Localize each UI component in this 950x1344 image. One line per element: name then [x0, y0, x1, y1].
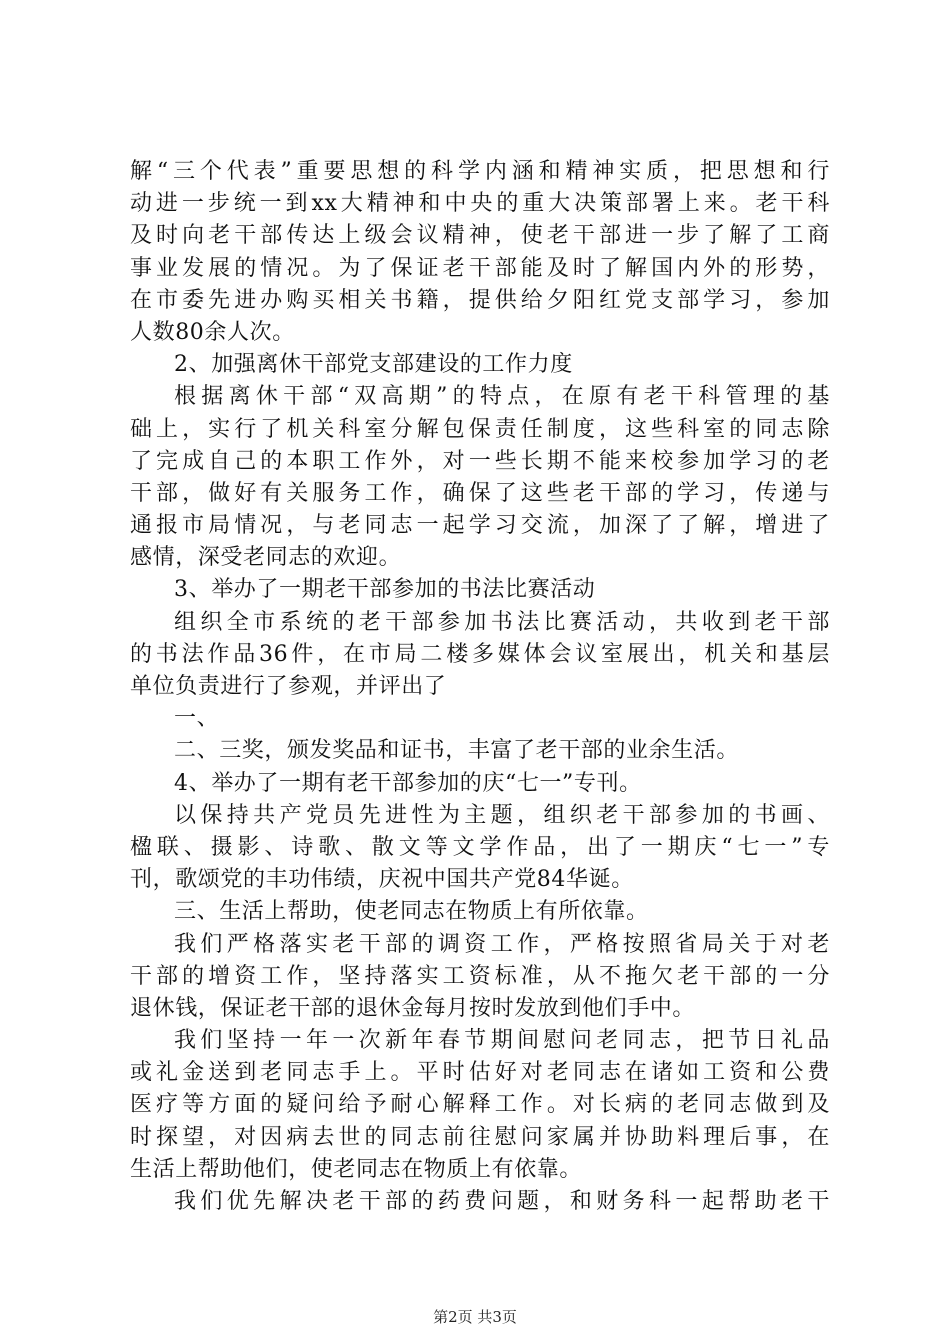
- paragraph-line: 的书法作品36件，在市局二楼多媒体会议室展出，机关和基层: [130, 641, 830, 667]
- paragraph-line: 退休钱，保证老干部的退休金每月按时发放到他们手中。: [130, 995, 696, 1021]
- paragraph-line: 单位负责进行了参观，并评出了: [130, 674, 447, 699]
- paragraph-line: 解“三个代表”重要思想的科学内涵和精神实质，把思想和行: [130, 159, 830, 184]
- paragraph-line: 了完成自己的本职工作外，对一些长期不能来校参加学习的老: [130, 448, 830, 474]
- document-body: [130, 156, 830, 1218]
- paragraph-line: 我们坚持一年一次新年春节期间慰问老同志，把节日礼品: [174, 1028, 830, 1054]
- paragraph-line: 或礼金送到老同志手上。平时估好对老同志在诸如工资和公费: [130, 1060, 830, 1086]
- paragraph-line: 医疗等方面的疑问给予耐心解释工作。对长病的老同志做到及: [130, 1092, 830, 1118]
- paragraph-line: 一、: [174, 706, 220, 732]
- paragraph-line: 感情，深受老同志的欢迎。: [130, 545, 402, 571]
- paragraph-line: 动进一步统一到xx大精神和中央的重大决策部署上来。老干科: [130, 191, 830, 217]
- paragraph-line: 根据离休干部“双高期”的特点，在原有老干科管理的基: [174, 384, 830, 410]
- paragraph-line: 事业发展的情况。为了保证老干部能及时了解国内外的形势，: [130, 255, 830, 281]
- paragraph-line: 时探望，对因病去世的同志前往慰问家属并协助料理后事，在: [130, 1124, 830, 1150]
- paragraph-line: 础上，实行了机关科室分解包保责任制度，这些科室的同志除: [130, 416, 830, 442]
- paragraph-line: 人数80余人次。: [130, 319, 295, 345]
- paragraph-line: 及时向老干部传达上级会议精神，使老干部进一步了解了工商: [130, 223, 830, 249]
- paragraph-line: 刊，歌颂党的丰功伟绩，庆祝中国共产党84华诞。: [130, 867, 634, 893]
- page-number: 第2页 共3页: [433, 1308, 517, 1326]
- paragraph-line: 干部的增资工作，坚持落实工资标准，从不拖欠老干部的一分: [130, 963, 830, 989]
- section-heading: 3、举办了一期老干部参加的书法比赛活动: [174, 577, 596, 603]
- paragraph-line: 楹联、摄影、诗歌、散文等文学作品，出了一期庆“七一”专: [130, 834, 830, 860]
- paragraph-line: 生活上帮助他们，使老同志在物质上有依靠。: [130, 1156, 583, 1182]
- paragraph-line: 我们严格落实老干部的调资工作，严格按照省局关于对老: [174, 931, 830, 957]
- section-heading: 4、举办了一期有老干部参加的庆“七一”专刊。: [174, 770, 642, 796]
- section-heading: 2、加强离休干部党支部建设的工作力度: [174, 352, 573, 378]
- paragraph-line: 组织全市系统的老干部参加书法比赛活动，共收到老干部: [174, 609, 830, 635]
- paragraph-line: 以保持共产党员先进性为主题，组织老干部参加的书画、: [174, 802, 830, 828]
- section-heading: 三、生活上帮助，使老同志在物质上有所依靠。: [174, 899, 649, 925]
- paragraph-line: 在市委先进办购买相关书籍，提供给夕阳红党支部学习，参加: [130, 287, 830, 313]
- paragraph-line: 干部，做好有关服务工作，确保了这些老干部的学习，传递与: [130, 480, 830, 506]
- paragraph-line: 通报市局情况，与老同志一起学习交流，加深了了解，增进了: [130, 513, 830, 539]
- paragraph-line: 我们优先解决老干部的药费问题，和财务科一起帮助老干: [174, 1189, 830, 1214]
- paragraph-line: 二、三奖，颁发奖品和证书，丰富了老干部的业余生活。: [174, 738, 740, 764]
